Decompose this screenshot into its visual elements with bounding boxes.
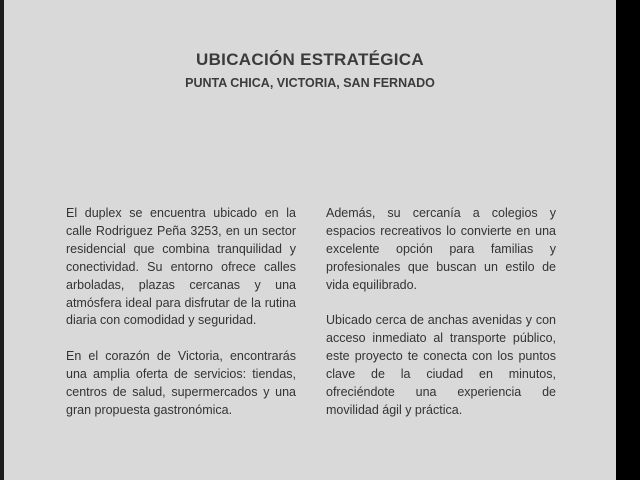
paragraph-schools: Además, su cercanía a colegios y espacios recreativos lo convierte en una excelente opción para familias y profesionales que buscan un estilo de vida equilibrado. — [326, 206, 556, 292]
page-title: UBICACIÓN ESTRATÉGICA — [196, 50, 424, 69]
paragraph-location: El duplex se encuentra ubicado en la calle Rodriguez Peña 3253, en un sector residencial que combina tranquilidad y conectividad. Su entorno ofrece calles arboladas, plazas cercanas y una atmósfera ideal para disfrutar de la rutina diaria con comodidad y seguridad. — [66, 206, 296, 328]
document-page — [4, 0, 616, 480]
right-column — [326, 205, 556, 438]
paragraph-services: En el corazón de Victoria, encontrarás una amplia oferta de servicios: tiendas, centros de salud, supermercados y una gran propuesta gastronómica. — [66, 349, 296, 417]
right-border — [616, 0, 640, 480]
paragraph-transport: Ubicado cerca de anchas avenidas y con acceso inmediato al transporte público, este proyecto te conecta con los puntos clave de la ciudad en minutos, ofreciéndote una experiencia de movilidad ágil y práctica. — [326, 313, 556, 417]
left-column — [66, 205, 296, 438]
page-subtitle: PUNTA CHICA, VICTORIA, SAN FERNADO — [185, 76, 435, 90]
